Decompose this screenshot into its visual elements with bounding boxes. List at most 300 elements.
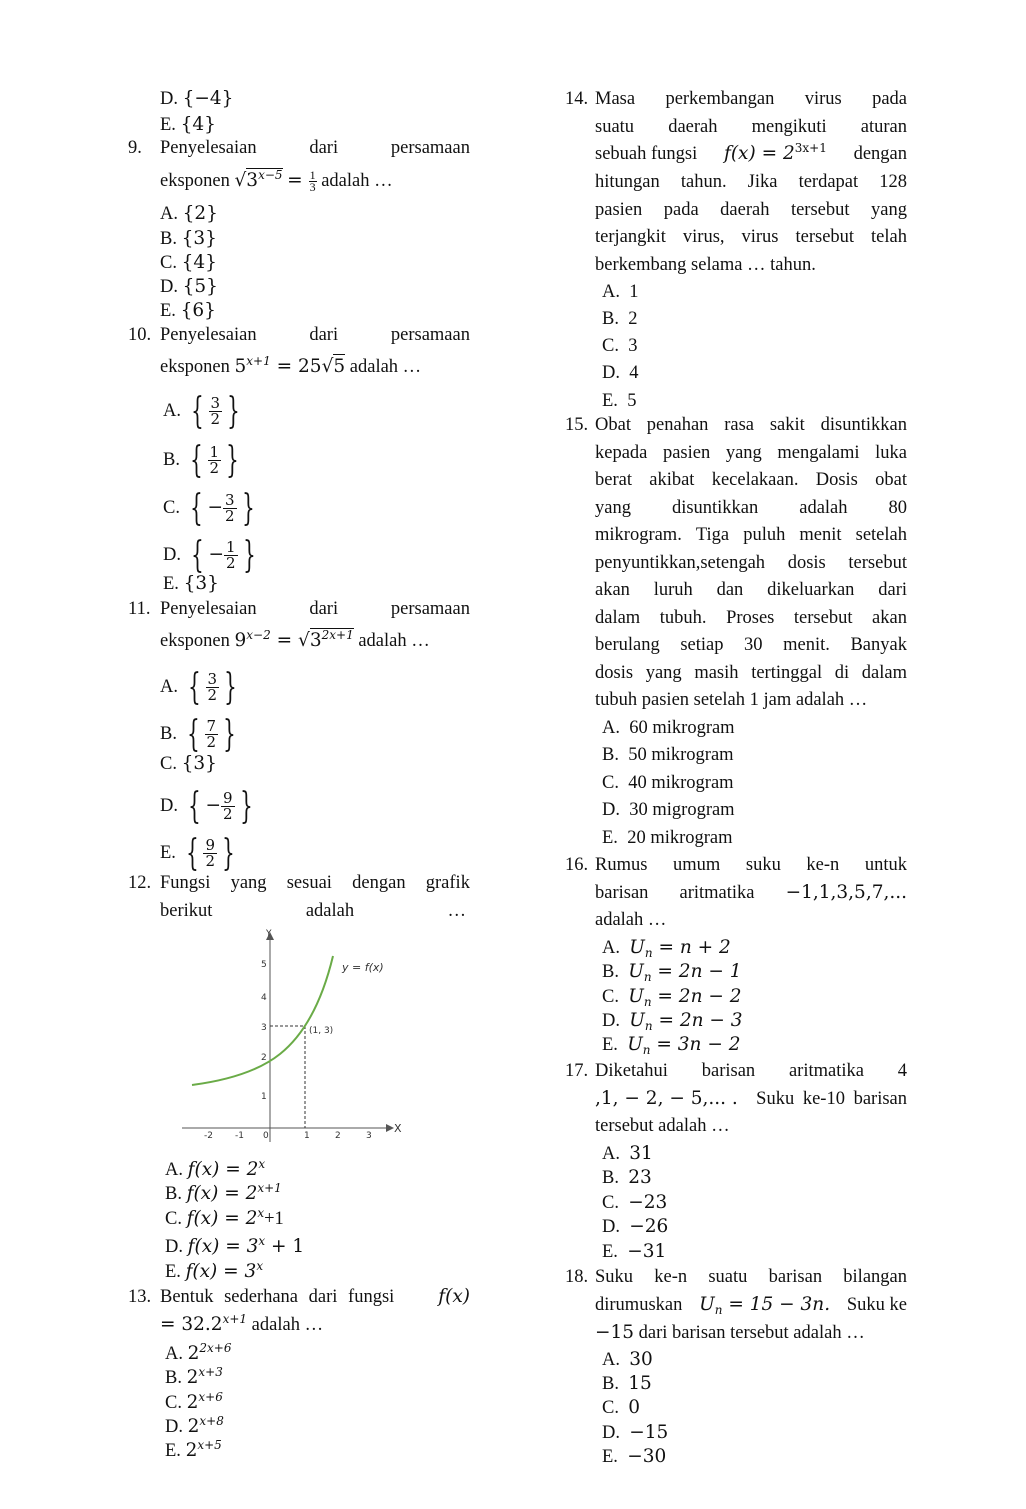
word: dengan — [352, 873, 406, 893]
option-label: C. — [160, 754, 177, 774]
q13-number: 13. — [128, 1287, 152, 1307]
exponent: x+1 — [257, 1181, 282, 1195]
word: Tiga — [695, 525, 730, 545]
option-value: −23 — [628, 1192, 668, 1213]
word: berikut — [160, 901, 213, 921]
y-tick-label: 4 — [261, 993, 267, 1003]
option-label: C. — [165, 1209, 182, 1229]
word: daerah — [668, 117, 718, 137]
option-value: f(x) = 2 — [187, 1159, 259, 1180]
option-label: D. — [602, 1217, 620, 1237]
y-tick-label: 2 — [261, 1053, 267, 1063]
fraction — [206, 672, 220, 703]
q11-question-line2 — [160, 630, 430, 652]
number: −15 — [595, 1322, 635, 1343]
exponent: 2x+6 — [199, 1341, 232, 1355]
sequence: ,1, − 2, − 5,... . — [595, 1088, 738, 1109]
option-label: A. — [602, 718, 620, 738]
q11-number: 11. — [128, 599, 151, 619]
q17-option-c — [602, 1192, 667, 1214]
word: tersebut — [793, 608, 853, 628]
q10-question-line2 — [160, 356, 421, 378]
numerator: 9 — [205, 836, 216, 854]
question-text: Suku ke-10 barisan — [756, 1089, 907, 1109]
q9-option-a — [160, 203, 218, 225]
word: puluh — [743, 525, 786, 545]
subscript: n — [644, 946, 653, 960]
denominator: 2 — [205, 852, 216, 870]
word: umum — [673, 855, 721, 875]
option-value: −26 — [629, 1216, 669, 1237]
q17-option-e — [602, 1241, 666, 1263]
word: persamaan — [390, 325, 470, 345]
fraction — [209, 396, 223, 427]
q12-question-line1 — [160, 872, 470, 894]
word: virus — [804, 89, 842, 109]
curve-label: y = f(x) — [342, 961, 384, 974]
word: dikeluarkan — [767, 580, 855, 600]
word: Proses — [726, 608, 775, 628]
option-label: E. — [160, 842, 176, 863]
option-label: E. — [602, 1242, 618, 1262]
q13-option-d — [165, 1416, 224, 1438]
option-label: E. — [160, 115, 176, 135]
option-value: {−4} — [182, 88, 234, 109]
q11-option-a — [160, 666, 242, 708]
q16-line1 — [595, 854, 907, 876]
word: dosis — [595, 663, 634, 683]
word: ke-n — [806, 855, 840, 875]
q10-option-b — [163, 439, 244, 481]
word: grafik — [425, 873, 470, 893]
word: yang — [230, 873, 267, 893]
q11-option-e — [160, 832, 240, 874]
word: perkembangan — [665, 89, 775, 109]
function-symbol: f(x) — [438, 1286, 470, 1307]
word: penahan — [646, 415, 709, 435]
word: adalah … — [349, 357, 422, 377]
sqrt-expression: √5 — [321, 356, 346, 377]
brace: { — [186, 713, 200, 755]
option-label: C. — [163, 497, 180, 518]
option-label: A. — [602, 282, 620, 302]
word: Penyelesaian — [160, 325, 257, 345]
q15-option-d — [602, 799, 735, 821]
brace: { — [185, 832, 199, 874]
word: dengan — [853, 144, 907, 164]
word: Penyelesaian — [160, 599, 257, 619]
base: 5 — [234, 356, 247, 377]
option-value: {3} — [181, 753, 217, 774]
word: eksponen — [160, 631, 230, 651]
option-value: −15 — [629, 1422, 669, 1443]
word: dari — [309, 325, 339, 345]
word: setelah — [855, 525, 907, 545]
brace: { — [189, 487, 203, 529]
base: 9 — [234, 630, 247, 651]
expression: f(x) = 2 — [723, 143, 795, 164]
word: hitungan — [595, 172, 660, 192]
word: pada — [663, 200, 699, 220]
expression-rest: = 15 − 3n. — [722, 1294, 831, 1315]
q12-option-a — [165, 1159, 265, 1181]
fraction — [208, 445, 222, 476]
q14-option-d — [602, 362, 639, 384]
word: Fungsi — [160, 873, 211, 893]
denominator: 2 — [207, 686, 218, 704]
q9-option-d — [160, 276, 218, 298]
rhs: = 25 — [276, 356, 322, 377]
word: yang — [871, 200, 907, 220]
word: rasa — [724, 415, 755, 435]
option-label: C. — [602, 336, 619, 356]
q18-option-a — [602, 1349, 653, 1371]
option-value: 30 migrogram — [629, 800, 735, 820]
option-label: B. — [163, 449, 180, 470]
word: virus — [741, 227, 779, 247]
q14-line1 — [595, 88, 907, 110]
sequence: −1,1,3,5,7,... — [785, 882, 907, 903]
option-rest: = n + 2 — [652, 937, 731, 958]
q18-line2 — [595, 1294, 907, 1316]
q14-option-e — [602, 390, 636, 412]
q9-question-line1 — [160, 137, 470, 159]
q13-question-line1 — [160, 1286, 470, 1308]
q14-option-b — [602, 308, 637, 330]
word: Suku ke — [846, 1295, 907, 1315]
y-tick-label: 3 — [261, 1023, 267, 1033]
option-value: U — [629, 937, 645, 958]
option-label: D. — [165, 1237, 183, 1257]
q9-option-c — [160, 252, 217, 274]
exponent: x+1 — [246, 354, 271, 368]
q13-option-b — [165, 1367, 223, 1389]
fraction — [221, 791, 235, 822]
numerator: 3 — [225, 491, 235, 509]
brace: { — [190, 390, 204, 432]
option-label: E. — [602, 1035, 618, 1055]
function-curve — [192, 956, 333, 1085]
option-value: 30 — [629, 1349, 653, 1370]
fraction — [224, 540, 238, 571]
subscript: n — [642, 1043, 651, 1057]
option-label: D. — [602, 1011, 620, 1031]
word: pada — [872, 89, 907, 109]
y-tick-label: 5 — [261, 960, 267, 970]
question-text: dari barisan tersebut adalah … — [638, 1323, 865, 1343]
brace: } — [241, 487, 255, 529]
word: untuk — [864, 855, 907, 875]
word: dosis — [787, 553, 826, 573]
q16-option-b — [602, 961, 742, 983]
q17-line2 — [595, 1088, 907, 1110]
sign: − — [207, 496, 224, 518]
denominator: 2 — [209, 459, 220, 477]
brace: { — [190, 534, 204, 576]
q9-option-e — [160, 300, 216, 322]
option-label: A. — [165, 1344, 183, 1364]
option-value: {3} — [181, 228, 217, 249]
q14-line7: berkembang selama … tahun. — [595, 255, 816, 275]
option-rest: = 3n − 2 — [650, 1034, 741, 1055]
q15-option-c — [602, 772, 734, 794]
x-tick-label: -2 — [204, 1131, 213, 1141]
word: tertinggal — [751, 663, 823, 683]
word: aritmatika — [679, 883, 755, 903]
option-label: B. — [160, 229, 177, 249]
option-value: U — [629, 1010, 645, 1031]
word: luruh — [653, 580, 693, 600]
q12-option-c — [165, 1208, 284, 1230]
q14-option-c — [602, 335, 637, 357]
word: disuntikkan — [820, 415, 907, 435]
q18-option-e — [602, 1446, 666, 1468]
option-label: C. — [602, 773, 619, 793]
q16-option-a — [602, 937, 731, 959]
option-value: U — [627, 1034, 643, 1055]
option-label: E. — [602, 828, 618, 848]
word: barisan — [768, 1267, 823, 1287]
q11-option-b — [160, 713, 241, 755]
option-value: 4 — [629, 363, 639, 383]
option-label: A. — [602, 938, 620, 958]
word: penyuntikkan,setengah — [595, 553, 766, 573]
q15-line6 — [595, 552, 907, 574]
q15-number: 15. — [565, 415, 589, 435]
option-value: −30 — [627, 1446, 667, 1467]
q16-line3: adalah … — [595, 910, 667, 930]
word: suku — [745, 855, 781, 875]
numerator: 1 — [209, 443, 220, 461]
q18-line1 — [595, 1266, 907, 1288]
denominator: 2 — [206, 733, 217, 751]
numerator: 7 — [206, 717, 217, 735]
option-value: 40 mikrogram — [628, 773, 734, 793]
option-rest: = 2n − 1 — [651, 961, 742, 982]
q13-option-e — [165, 1440, 222, 1462]
base: 2 — [186, 1367, 199, 1388]
q15-line1 — [595, 414, 907, 436]
option-label: A. — [602, 1144, 620, 1164]
x-tick-label: 1 — [304, 1131, 310, 1141]
word: disuntikkan — [671, 498, 759, 518]
word: aturan — [860, 117, 907, 137]
word: menit — [799, 525, 842, 545]
option-value: 0 — [628, 1397, 640, 1418]
exponent: x+5 — [197, 1438, 222, 1452]
word: luka — [875, 443, 907, 463]
word: barisan — [595, 883, 649, 903]
word: daerah — [720, 200, 770, 220]
q14-line3 — [595, 143, 907, 165]
word: sakit — [769, 415, 805, 435]
option-value: 20 mikrogram — [627, 828, 733, 848]
option-value: −31 — [627, 1241, 667, 1262]
q8-option-e — [160, 114, 216, 136]
q18-option-d — [602, 1422, 668, 1444]
word: telah — [871, 227, 907, 247]
base: 2 — [187, 1416, 200, 1437]
word: dan — [716, 580, 744, 600]
option-label: D. — [160, 89, 178, 109]
option-label: D. — [163, 544, 181, 565]
fraction — [205, 719, 219, 750]
exponent: x+6 — [198, 1390, 223, 1404]
word: 128 — [879, 172, 907, 192]
word: adalah — [799, 498, 848, 518]
word: tersebut — [848, 553, 907, 573]
q15-line9 — [595, 634, 907, 656]
option-label: E. — [163, 574, 179, 594]
option-value: 15 — [628, 1373, 652, 1394]
option-value: {4} — [180, 114, 216, 135]
q18-number: 18. — [565, 1267, 589, 1287]
brace: { — [187, 666, 201, 708]
word: yang — [595, 498, 631, 518]
q15-option-e — [602, 827, 733, 849]
fraction — [309, 170, 317, 193]
q17-option-d — [602, 1216, 668, 1238]
exponent: x−5 — [258, 168, 283, 182]
q16-line2 — [595, 882, 907, 904]
word: mengalami — [777, 443, 860, 463]
q11-option-c — [160, 753, 217, 775]
q11-option-d — [160, 785, 258, 827]
q12-option-d — [165, 1236, 304, 1258]
brace: } — [226, 439, 239, 481]
word: dari — [309, 138, 339, 158]
denominator: 2 — [226, 554, 236, 572]
option-value: {6} — [180, 300, 216, 321]
q15-line7 — [595, 579, 907, 601]
sign: − — [205, 794, 222, 816]
word: di — [834, 663, 850, 683]
brace: } — [242, 534, 256, 576]
option-value: {3} — [183, 573, 219, 594]
option-label: D. — [160, 795, 178, 816]
word: ke-n — [654, 1267, 688, 1287]
word: adalah … — [321, 171, 393, 191]
q14-line6 — [595, 226, 907, 248]
subscript: n — [643, 970, 652, 984]
subscript: n — [714, 1303, 723, 1317]
option-label: B. — [602, 1168, 619, 1188]
word: setiap — [680, 635, 724, 655]
word: 4 — [897, 1061, 907, 1081]
word: terjangkit — [595, 227, 666, 247]
y-axis-label: Y — [266, 929, 272, 939]
word: dalam — [861, 663, 907, 683]
option-label: D. — [165, 1417, 183, 1437]
q15-line11: tubuh pasien setelah 1 jam adalah … — [595, 690, 868, 710]
word: adalah … — [251, 1315, 324, 1335]
option-value: 50 mikrogram — [628, 745, 734, 765]
word: eksponen — [160, 171, 230, 191]
brace: } — [227, 390, 240, 432]
function-graph — [170, 922, 420, 1150]
word: yang — [645, 663, 682, 683]
word: dalam — [595, 608, 641, 628]
exponent: x — [256, 1259, 264, 1273]
q12-question-line2 — [160, 900, 466, 922]
option-label: A. — [165, 1160, 183, 1180]
brace: } — [224, 666, 237, 708]
word: mengikuti — [751, 117, 827, 137]
q18-option-b — [602, 1373, 652, 1395]
base: 2 — [186, 1392, 199, 1413]
option-label: C. — [160, 253, 177, 273]
exponent: x−2 — [246, 628, 271, 642]
option-label: D. — [602, 1423, 620, 1443]
x-axis-arrow-icon — [386, 1124, 394, 1132]
word: pasien — [662, 443, 711, 463]
numerator: 3 — [207, 670, 218, 688]
q18-line3 — [595, 1322, 865, 1344]
option-value: 23 — [628, 1167, 652, 1188]
rhs: = — [276, 630, 293, 651]
expression: U — [699, 1294, 715, 1315]
q16-number: 16. — [565, 855, 589, 875]
option-value: f(x) = 3 — [185, 1261, 257, 1282]
q10-option-c — [163, 487, 259, 529]
option-label: E. — [160, 301, 176, 321]
word: adalah … — [358, 631, 430, 651]
word: berat — [595, 470, 632, 490]
word: dari — [878, 580, 907, 600]
exponent: x — [257, 1206, 265, 1220]
q15-option-a — [602, 717, 735, 739]
word: persamaan — [390, 138, 470, 158]
option-label: B. — [602, 962, 619, 982]
word: virus, — [682, 227, 725, 247]
q14-line4 — [595, 171, 907, 193]
word: akan — [872, 608, 907, 628]
base: 2 — [185, 1440, 198, 1461]
y-tick-label: 1 — [261, 1092, 267, 1102]
option-label: B. — [165, 1184, 182, 1204]
option-value: 2 — [628, 309, 638, 329]
option-label: C. — [602, 987, 619, 1007]
exponent: x+8 — [199, 1414, 224, 1428]
option-label: E. — [602, 1447, 618, 1467]
option-label: B. — [602, 309, 619, 329]
word: yang — [725, 443, 762, 463]
x-tick-label: 0 — [263, 1131, 269, 1141]
q15-line4 — [595, 497, 907, 519]
word: Banyak — [850, 635, 907, 655]
q16-option-d — [602, 1010, 743, 1032]
denominator: 2 — [223, 805, 233, 823]
q14-number: 14. — [565, 89, 589, 109]
q12-option-e — [165, 1261, 263, 1283]
option-label: B. — [160, 723, 177, 744]
q11-question-line1 — [160, 598, 470, 620]
q14-line2 — [595, 116, 907, 138]
option-value: f(x) = 2 — [186, 1208, 258, 1229]
option-label: C. — [602, 1193, 619, 1213]
option-value: {2} — [182, 203, 218, 224]
word: barisan — [701, 1061, 756, 1081]
q14-line5 — [595, 199, 907, 221]
word: suatu — [708, 1267, 748, 1287]
q18-option-c — [602, 1397, 640, 1419]
option-label: A. — [160, 676, 178, 697]
word: Rumus — [595, 855, 648, 875]
base: 2 — [187, 1343, 200, 1364]
q17-option-b — [602, 1167, 652, 1189]
word: … — [447, 901, 466, 921]
subscript: n — [644, 1019, 653, 1033]
